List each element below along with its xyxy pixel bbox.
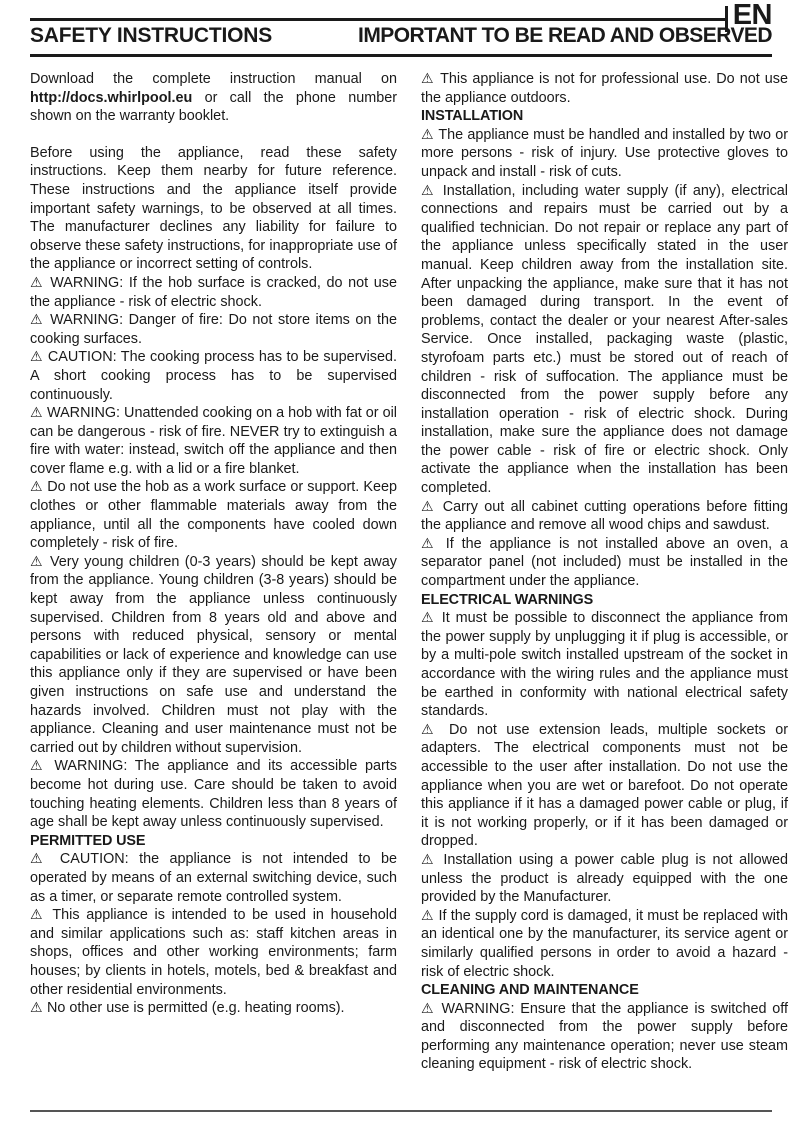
warning-triangle-icon: ⚠ <box>421 535 446 552</box>
warning-triangle-icon: ⚠ <box>30 1000 48 1017</box>
paragraph-text: WARNING: Ensure that the appliance is switched off and disconnected from the power supply before performing any maintenance operation; never use steam cleaning equipment - risk of electric shock. <box>421 1000 788 1073</box>
paragraph-text: Download the complete instruction manual on <box>30 71 397 87</box>
warning-triangle-icon: ⚠ <box>30 274 51 291</box>
paragraph-text: CAUTION: the appliance is not intended to be operated by means of an external switching device, such as a timer, or separate remote controlled system. <box>30 851 397 905</box>
page-subtitle: IMPORTANT TO BE READ AND OBSERVED <box>358 24 772 47</box>
header-bottom-rule <box>30 54 772 57</box>
paragraph-text: WARNING: Unattended cooking on a hob with fat or oil can be dangerous - risk of fire. NEVER try to extinguish a fire with water: instead, switch off the appliance and then cover flame e.g. with a lid or a fire blanket. <box>30 405 397 477</box>
section-heading: ELECTRICAL WARNINGS <box>421 591 594 608</box>
section-heading: PERMITTED USE <box>30 832 146 849</box>
warning-paragraph <box>30 348 397 404</box>
paragraph-text: If the supply cord is damaged, it must be replaced with an identical one by the manufacturer, its service agent or similarly qualified persons in order to avoid a hazard - risk of electric shock. <box>421 907 788 980</box>
warning-paragraph <box>30 274 397 311</box>
warning-triangle-icon: ⚠ <box>421 610 442 627</box>
paragraph-text: CAUTION: The cooking process has to be supervised. A short cooking process has to be supervised continuously. <box>30 349 397 403</box>
warning-triangle-icon: ⚠ <box>30 479 48 496</box>
paragraph-text: WARNING: If the hob surface is cracked, do not use the appliance - risk of electric shock. <box>30 274 397 310</box>
paragraph-text: WARNING: Danger of fire: Do not store items on the cooking surfaces. <box>30 312 397 347</box>
warning-paragraph <box>30 478 397 552</box>
paragraph <box>30 70 397 126</box>
warning-paragraph <box>421 609 788 721</box>
paragraph-text: No other use is permitted (e.g. heating rooms). <box>47 1000 345 1017</box>
warning-triangle-icon: ⚠ <box>30 312 51 329</box>
paragraph-text: Carry out all cabinet cutting operations before fitting the appliance and remove all wood chips and sawdust. <box>421 498 788 534</box>
section-heading: CLEANING AND MAINTENANCE <box>421 982 639 999</box>
warning-triangle-icon: ⚠ <box>30 851 60 868</box>
paragraph-text: This appliance is intended to be used in household and similar applications such as: staff kitchen areas in shops, offices and other working environments; farm houses; by clients in hotels, motels, bed & breakfast and other residential environments. <box>30 907 397 998</box>
warning-triangle-icon: ⚠ <box>30 405 48 422</box>
section-heading: INSTALLATION <box>421 108 524 125</box>
paragraph-text: Before using the appliance, read these safety instructions. Keep them nearby for future reference. These instructions and the appliance itself provide important safety warnings, to be observed at all times. The manufacturer declines any liability for failure to observe these safety instructions, for inappropriate use of the appliance or incorrect setting of controls. <box>30 144 397 273</box>
warning-triangle-icon: ⚠ <box>421 126 439 143</box>
warning-paragraph <box>30 404 397 478</box>
warning-paragraph <box>30 553 397 758</box>
warning-paragraph <box>421 498 788 535</box>
paragraph-text: or call the phone number shown on the warranty booklet. <box>30 89 397 125</box>
warning-triangle-icon: ⚠ <box>421 1000 442 1017</box>
warning-paragraph <box>30 757 397 831</box>
paragraph-text: WARNING: The appliance and its accessible parts become hot during use. Care should be taken to avoid touching heating elements. Children less than 8 years of age shall be kept away unless continuously supervised. <box>30 758 397 831</box>
warning-paragraph <box>30 906 397 999</box>
warning-triangle-icon: ⚠ <box>30 349 48 366</box>
warning-triangle-icon: ⚠ <box>421 71 441 87</box>
warning-paragraph <box>30 999 397 1018</box>
document-header <box>30 0 772 62</box>
warning-triangle-icon: ⚠ <box>30 907 53 924</box>
paragraph-text: It must be possible to disconnect the appliance from the power supply by unplugging it if plug is accessible, or by a multi-pole switch installed upstream of the socket in accordance with the wiring rules and the appliance must be earthed in conformity with national electrical safety standards. <box>421 610 788 720</box>
warning-triangle-icon: ⚠ <box>30 553 50 570</box>
warning-paragraph <box>421 182 788 498</box>
language-code: EN <box>732 0 772 31</box>
warning-paragraph <box>421 70 788 107</box>
paragraph-text: Installation, including water supply (if any), electrical connections and repairs must be carried out by a qualified technician. Do not repair or replace any part of the appliance unless specifically stated in the user manual. Keep children away from the installation site. After unpacking the appliance, make sure that it has not been damaged during transport. In the event of problems, contact the dealer or your nearest After-sales Service. Once installed, packaging waste (plastic, styrofoam parts etc.) must be stored out of reach of children - risk of suffocation. The appliance must be disconnected from the power supply before any installation operation - risk of electric shock. During installation, make sure the appliance does not damage the power cable - risk of fire or electric shock. Only activate the appliance when the installation has been completed. <box>421 182 788 497</box>
warning-paragraph <box>421 851 788 907</box>
paragraph-text: The appliance must be handled and installed by two or more persons - risk of injury. Use protective gloves to unpack and install - risk of cuts. <box>421 126 788 180</box>
warning-triangle-icon: ⚠ <box>421 851 444 868</box>
warning-triangle-icon: ⚠ <box>421 907 439 924</box>
warning-paragraph <box>421 907 788 981</box>
paragraph-text: Do not use the hob as a work surface or support. Keep clothes or other flammable materials away from the appliance, until all the components have cooled down completely - risk of fire. <box>30 479 397 552</box>
page-title: SAFETY INSTRUCTIONS <box>30 24 272 47</box>
warning-triangle-icon: ⚠ <box>421 721 449 738</box>
paragraph-text: If the appliance is not installed above an oven, a separator panel (not included) must be installed in the compartment under the appliance. <box>421 535 788 590</box>
warning-paragraph <box>421 126 788 182</box>
warning-paragraph <box>421 721 788 851</box>
footer-rule <box>30 1110 772 1112</box>
two-column-body <box>30 70 788 1074</box>
paragraph-text: Installation using a power cable plug is not allowed unless the product is already equipped with the one provided by the Manufacturer. <box>421 851 788 906</box>
paragraph-spacer <box>30 126 397 144</box>
warning-paragraph <box>421 1000 788 1074</box>
paragraph-text: This appliance is not for professional use. Do not use the appliance outdoors. <box>421 71 788 106</box>
header-top-rule <box>30 18 725 21</box>
warning-triangle-icon: ⚠ <box>30 758 55 775</box>
paragraph <box>30 144 397 274</box>
warning-paragraph <box>421 535 788 591</box>
paragraph-text: Do not use extension leads, multiple sockets or adapters. The electrical components must not be accessible to the user after installation. Do not use the appliance when you are wet or barefoot. Do not operate this appliance if it has a damaged power cable or plug, if it is not working properly, or if it has been damaged or dropped. <box>421 721 788 850</box>
warning-paragraph <box>30 850 397 906</box>
warning-paragraph <box>30 311 397 348</box>
left-column <box>30 70 397 1074</box>
manual-url[interactable]: http://docs.whirlpool.eu <box>30 89 193 106</box>
paragraph-text: Very young children (0-3 years) should be kept away from the appliance. Young children (3-8 years) should be kept away from the appliance unless continuously supervised. Children from 8 years old and above and persons with reduced physical, sensory or mental capabilities or lack of experience and knowledge can use this appliance only if they are supervised or have been given instructions on safe use and understand the hazards involved. Children must not play with the appliance. Cleaning and user maintenance must not be carried out by children without supervision. <box>30 553 397 756</box>
warning-triangle-icon: ⚠ <box>421 498 443 515</box>
right-column <box>421 70 788 1074</box>
warning-triangle-icon: ⚠ <box>421 182 443 199</box>
